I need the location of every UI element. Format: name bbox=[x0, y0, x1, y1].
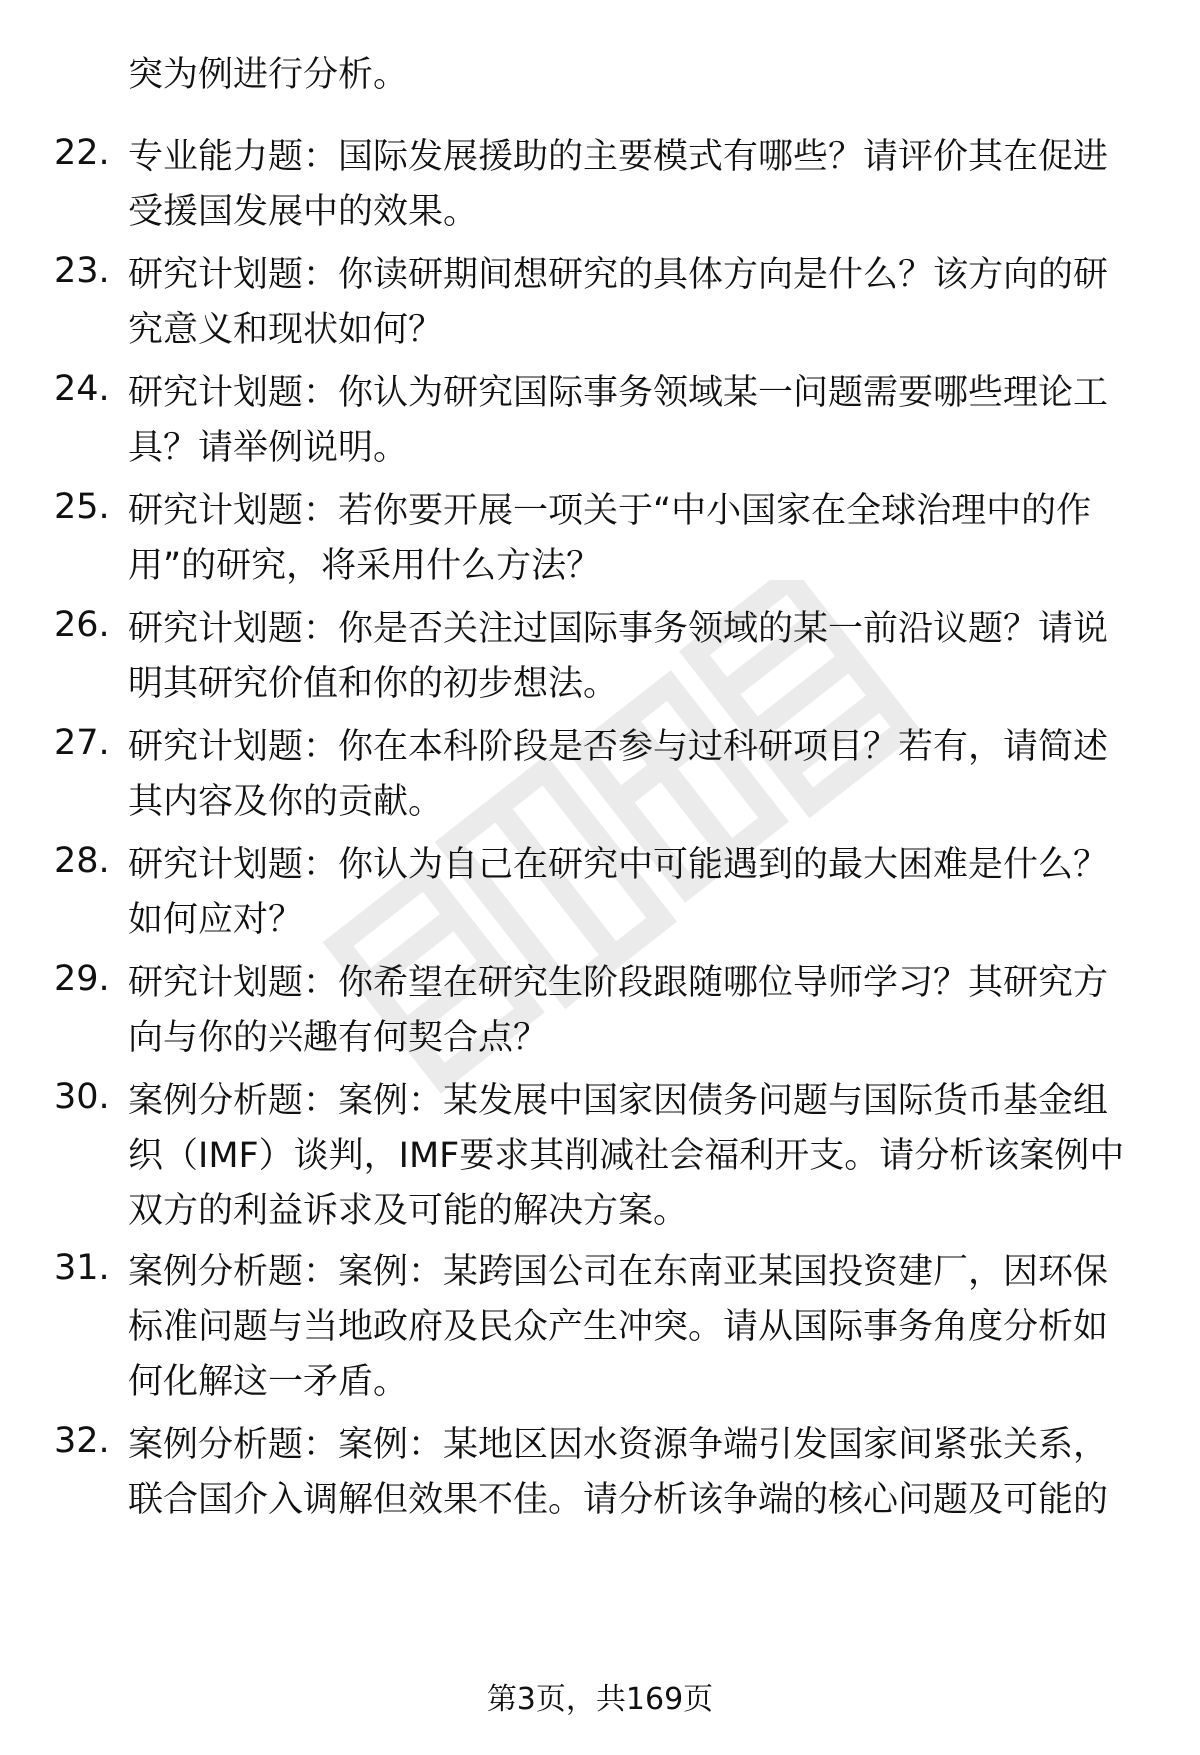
question-number: 31. bbox=[54, 1248, 110, 1288]
question-line: 具？请举例说明。 bbox=[128, 428, 409, 468]
question-line: 研究计划题：你认为研究国际事务领域某一问题需要哪些理论工 bbox=[128, 373, 1109, 413]
question-line: 专业能力题：国际发展援助的主要模式有哪些？请评价其在促进 bbox=[128, 137, 1109, 177]
question-line: 织（IMF）谈判，IMF要求其削减社会福利开支。请分析该案例中 bbox=[128, 1136, 1125, 1176]
question-line: 研究计划题：若你要开展一项关于“中小国家在全球治理中的作 bbox=[128, 491, 1092, 531]
continuation-text: 突为例进行分析。 bbox=[128, 55, 409, 95]
question-line: 案例分析题：案例：某跨国公司在东南亚某国投资建厂，因环保 bbox=[128, 1252, 1109, 1292]
question-line: 案例分析题：案例：某发展中国家因债务问题与国际货币基金组 bbox=[128, 1081, 1109, 1121]
question-line: 案例分析题：案例：某地区因水资源争端引发国家间紧张关系， bbox=[128, 1425, 1109, 1465]
question-number: 26. bbox=[54, 605, 110, 645]
question-line: 双方的利益诉求及可能的解决方案。 bbox=[128, 1191, 689, 1231]
question-line: 标准问题与当地政府及民众产生冲突。请从国际事务角度分析如 bbox=[128, 1307, 1109, 1347]
question-number: 32. bbox=[54, 1421, 110, 1461]
question-line: 明其研究价值和你的初步想法。 bbox=[128, 664, 619, 704]
question-line: 向与你的兴趣有何契合点？ bbox=[128, 1018, 549, 1058]
question-number: 24. bbox=[54, 369, 110, 409]
question-number: 27. bbox=[54, 723, 110, 763]
question-line: 究意义和现状如何？ bbox=[128, 310, 444, 350]
question-line: 研究计划题：你是否关注过国际事务领域的某一前沿议题？请说 bbox=[128, 609, 1109, 649]
question-line: 研究计划题：你读研期间想研究的具体方向是什么？该方向的研 bbox=[128, 255, 1109, 295]
question-number: 25. bbox=[54, 487, 110, 527]
question-number: 23. bbox=[54, 251, 110, 291]
question-number: 22. bbox=[54, 133, 110, 173]
question-line: 其内容及你的贡献。 bbox=[128, 782, 444, 822]
question-line: 如何应对？ bbox=[128, 900, 304, 940]
question-line: 联合国介入调解但效果不佳。请分析该争端的核心问题及可能的 bbox=[128, 1480, 1109, 1520]
question-line: 研究计划题：你在本科阶段是否参与过科研项目？若有，请简述 bbox=[128, 727, 1109, 767]
question-line: 研究计划题：你认为自己在研究中可能遇到的最大困难是什么？ bbox=[128, 845, 1109, 885]
question-line: 受援国发展中的效果。 bbox=[128, 192, 479, 232]
question-line: 何化解这一矛盾。 bbox=[128, 1362, 409, 1402]
question-number: 28. bbox=[54, 841, 110, 881]
question-number: 30. bbox=[54, 1077, 110, 1117]
question-line: 研究计划题：你希望在研究生阶段跟随哪位导师学习？其研究方 bbox=[128, 963, 1109, 1003]
question-line: 用”的研究，将采用什么方法？ bbox=[128, 546, 602, 586]
question-number: 29. bbox=[54, 959, 110, 999]
page-footer: 第3页，共169页 bbox=[486, 1682, 714, 1717]
